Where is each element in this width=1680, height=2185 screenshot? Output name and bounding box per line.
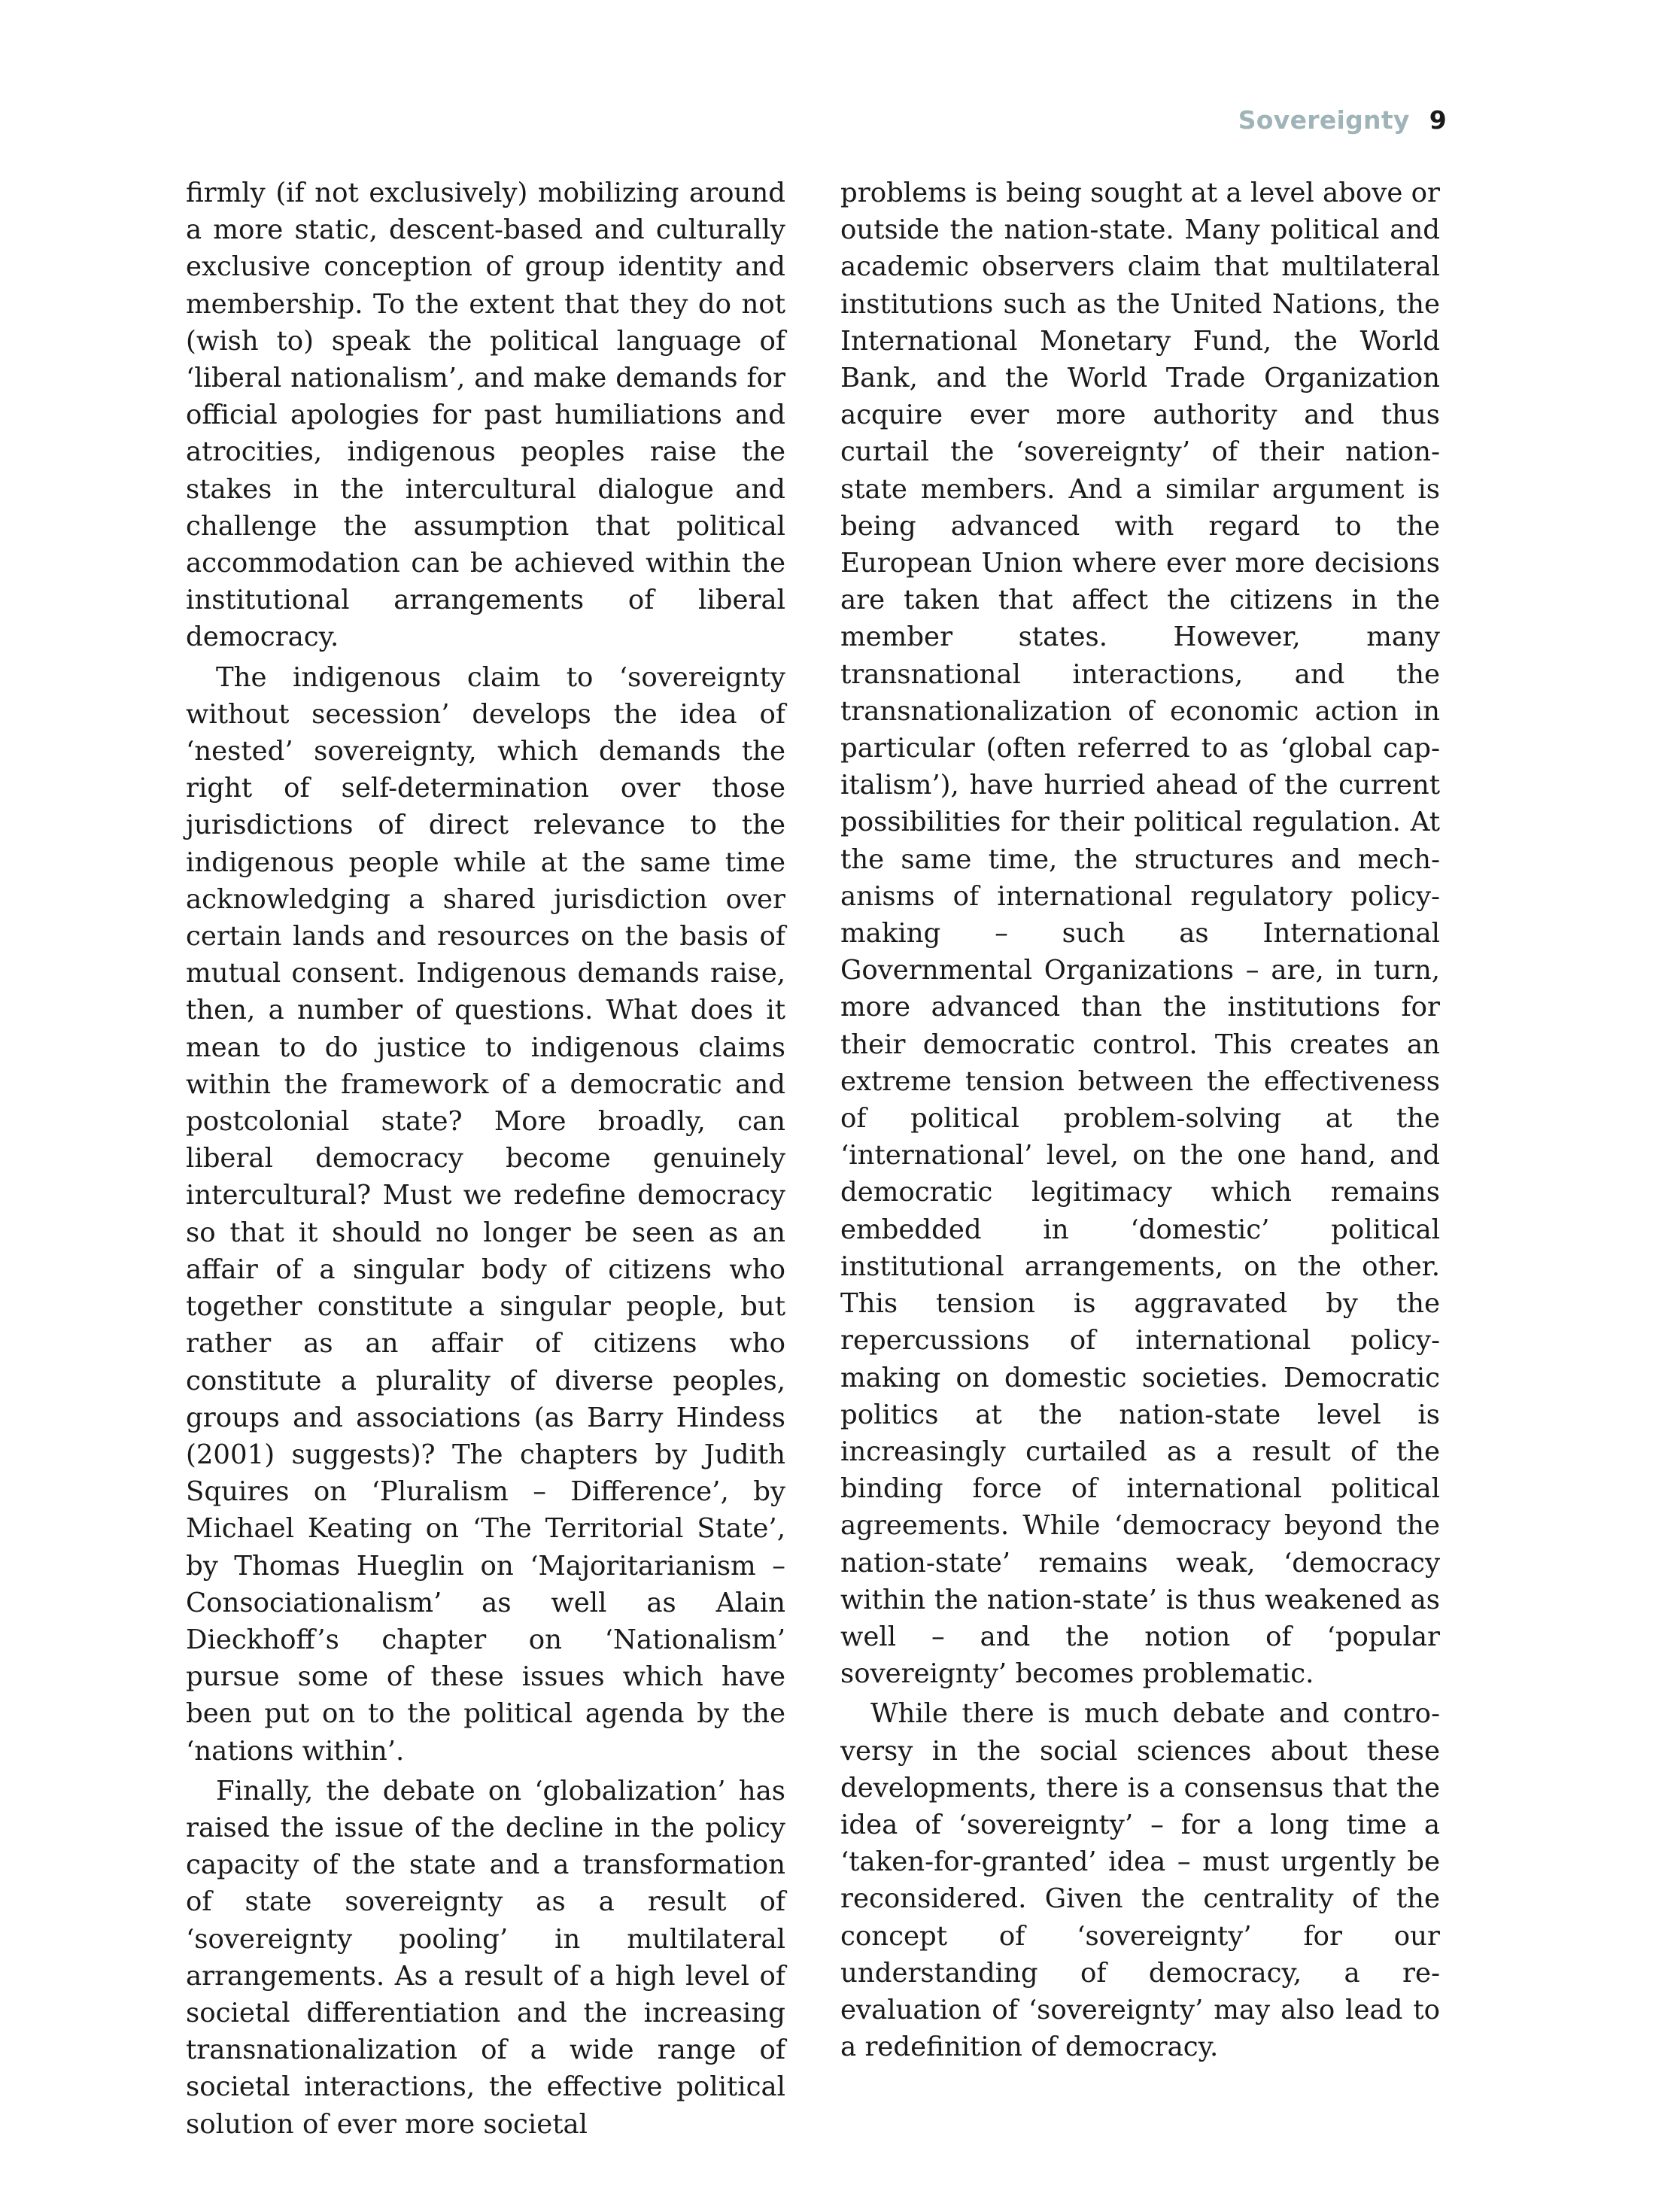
left-column — [186, 175, 785, 2143]
paragraph: The indigenous claim to ‘sovereignty without secession’ develops the idea of ‘nested’ sovereignty, which demands the right of self-determination over those jurisdictions of direct relevance to the indigenous people while at the same time acknowledging a shared jurisdiction over certain lands and resources on the basis of mutual consent. Indigenous demands raise, then, a number of questions. What does it mean to do justice to indigenous claims within the framework of a democratic and postcolonial state? More broadly, can liberal democracy become genuinely intercultural? Must we redefine democracy so that it should no longer be seen as an affair of a singular body of citizens who together constitute a singular people, but rather as an affair of citizens who constitute a plurality of diverse peoples, groups and associations (as Barry Hindess (2001) suggests)? The chapters by Judith Squires on ‘Pluralism – Difference’, by Michael Keating on ‘The Territorial State’, by Thomas Hueglin on ‘Majoritarianism – Consociationalism’ as well as Alain Dieckhoff’s chapter on ‘Nationalism’ pursue some of these issues which have been put on to the political agenda by the ‘nations within’. — [186, 661, 785, 1767]
running-head — [1238, 105, 1447, 135]
paragraph: Finally, the debate on ‘globalization’ has raised the issue of the decline in the policy capacity of the state and a transformation of state sovereignty as a result of ‘sovereignty pooling’ in multilateral arrangements. As a result of a high level of societal differentiation and the increasing transnationalization of a wide range of societal interactions, the effective political solution of ever more societal — [186, 1775, 785, 2140]
page-number: 9 — [1429, 105, 1447, 135]
paragraph: firmly (if not exclusively) mobilizing around a more static, descent-based and culturally exclusive conception of group identity and membership. To the extent that they do not (wish to) speak the political language of ‘liberal nationalism’, and make demands for official apologies for past humiliations and atrocities, indigenous peoples raise the stakes in the intercultural dialogue and challenge the assumption that political accommodation can be achieved within the institutional arrangements of liberal democracy. — [186, 178, 785, 653]
paragraph: problems is being sought at a level above or outside the nation-state. Many political and academic observers claim that multilateral institutions such as the United Nations, the International Monetary Fund, the World Bank, and the World Trade Organization acquire ever more authority and thus curtail the ‘sovereignty’ of their nation-state members. And a similar argument is being advanced with regard to the European Union where ever more decisions are taken that affect the citizens in the member states. However, many transnational interactions, and the transnationalization of economic action in particular (often referred to as ‘global capitalism’), have hurried ahead of the current possibilities for their political regulation. At the same time, the structures and mechanisms of international regulatory policy-making – such as International Governmental Organizations – are, in turn, more advanced than the institutions for their democratic control. This creates an extreme tension between the effectiveness of political problem-solving at the ‘international’ level, on the one hand, and democratic legitimacy which remains embedded in ‘domestic’ political institutional arrangements, on the other. This tension is aggravated by the repercussions of international policy-making on domestic societies. Democratic politics at the nation-state level is increasingly curtailed as a result of the binding force of international political agreements. While ‘democracy beyond the nation-state’ remains weak, ‘democracy within the nation-state’ is thus weakened as well – and the notion of ‘popular sovereignty’ becomes problematic. — [840, 178, 1440, 1690]
paragraph: While there is much debate and controversy in the social sciences about these developments, there is a consensus that the idea of ‘sovereignty’ – for a long time a ‘taken-for-granted’ idea – must urgently be reconsidered. Given the centrality of the concept of ‘sovereignty’ for our understanding of democracy, a re-evaluation of ‘sovereignty’ may also lead to a redefinition of democracy. — [840, 1698, 1440, 2063]
right-column — [840, 175, 1440, 2065]
running-head-title: Sovereignty — [1238, 105, 1410, 135]
